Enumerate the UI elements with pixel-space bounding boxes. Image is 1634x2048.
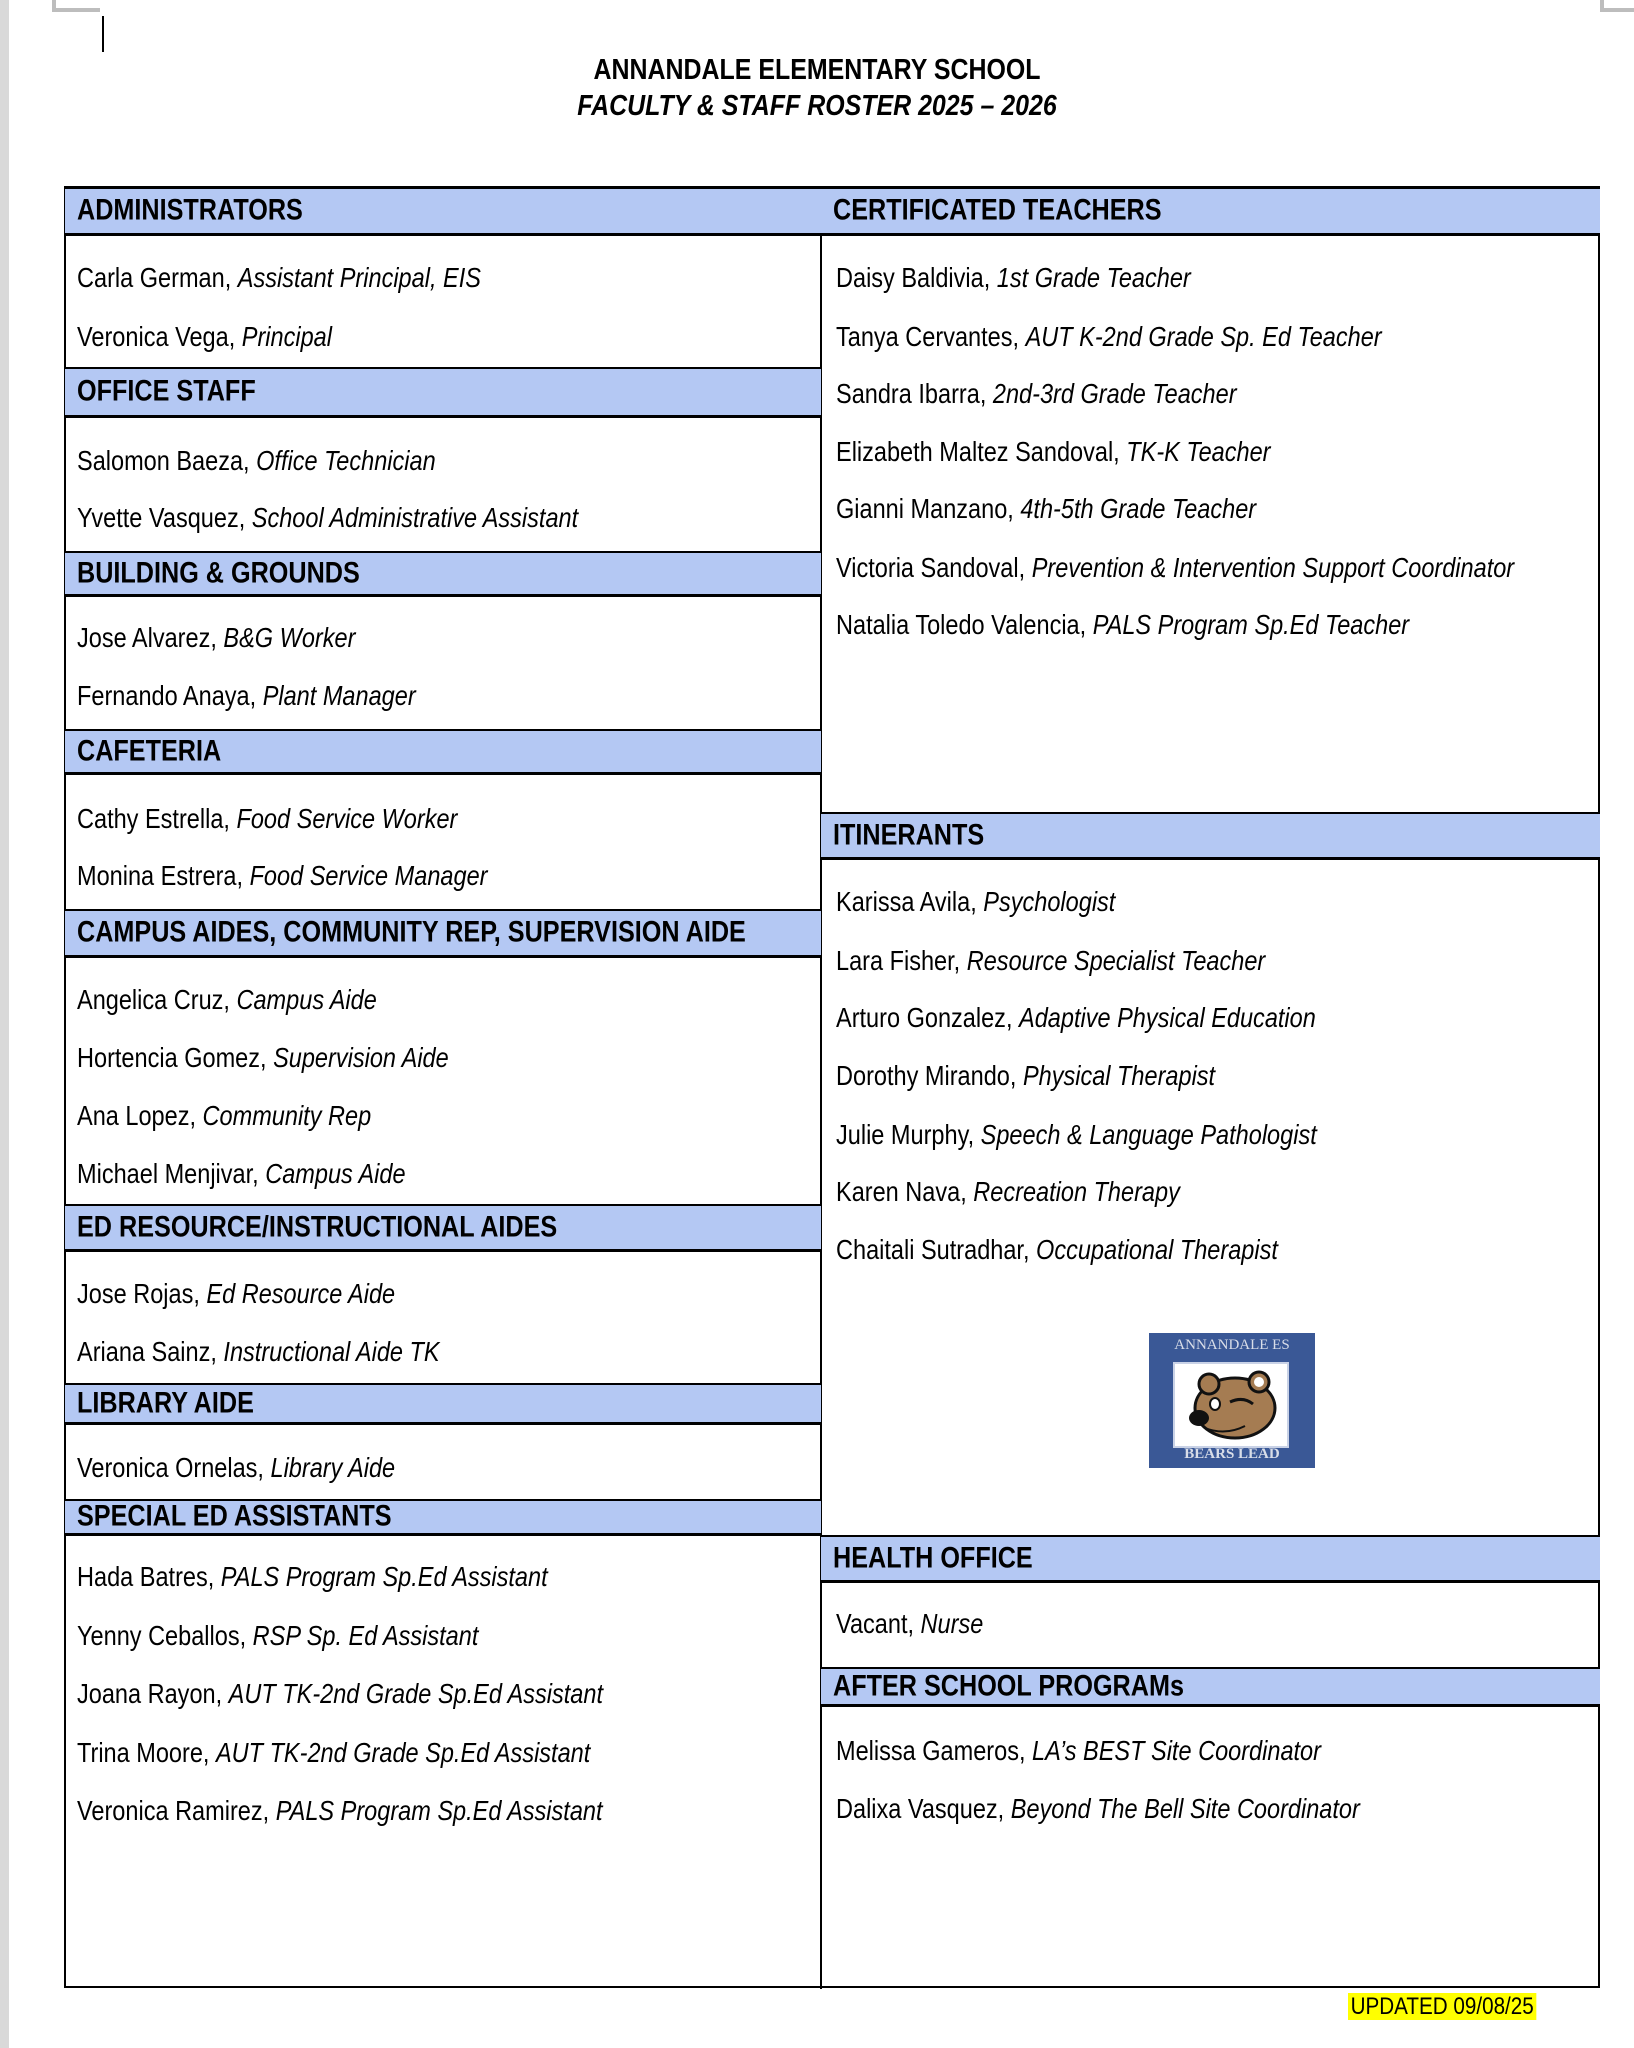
section-heading: ITINERANTS	[833, 817, 985, 851]
staff-name: Trina Moore	[77, 1737, 203, 1768]
staff-role: LA’s BEST Site Coordinator	[1032, 1735, 1321, 1766]
separator: ,	[223, 803, 237, 834]
staff-entry	[836, 609, 1409, 641]
separator: ,	[243, 445, 257, 476]
staff-role: PALS Program Sp.Ed Assistant	[220, 1561, 548, 1592]
staff-entry	[77, 1620, 478, 1652]
separator: ,	[236, 860, 250, 891]
staff-entry	[77, 1100, 371, 1132]
separator: ,	[207, 1561, 221, 1592]
section-header-after-school-programs	[821, 1667, 1600, 1707]
school-logo	[1149, 1333, 1315, 1468]
staff-entry	[836, 1793, 1360, 1825]
staff-role: Adaptive Physical Education	[1019, 1002, 1316, 1033]
margin-mark-top-left-h	[52, 8, 100, 12]
staff-role: Food Service Worker	[236, 803, 458, 834]
section-header-office-staff	[65, 367, 821, 418]
bear-icon	[1173, 1362, 1289, 1448]
staff-name: Vacant	[836, 1608, 908, 1639]
staff-role: TK-K Teacher	[1126, 436, 1271, 467]
staff-entry	[77, 860, 488, 892]
section-heading: ED RESOURCE/INSTRUCTIONAL AIDES	[77, 1209, 558, 1243]
staff-entry	[836, 1119, 1317, 1151]
staff-name: Karissa Avila	[836, 886, 971, 917]
separator: ,	[1007, 493, 1021, 524]
staff-role: Campus Aide	[236, 984, 377, 1015]
separator: ,	[215, 1678, 229, 1709]
staff-role: Assistant Principal, EIS	[237, 262, 481, 293]
staff-name: Karen Nava	[836, 1176, 961, 1207]
section-heading: LIBRARY AIDE	[77, 1385, 254, 1419]
staff-name: Arturo Gonzalez	[836, 1002, 1006, 1033]
staff-entry	[836, 321, 1382, 353]
staff-role: Supervision Aide	[273, 1042, 449, 1073]
staff-name: Ariana Sainz	[77, 1336, 211, 1367]
separator: ,	[228, 321, 242, 352]
section-header-health-office	[821, 1535, 1600, 1583]
staff-role: AUT TK-2nd Grade Sp.Ed Assistant	[215, 1737, 591, 1768]
updated-date: UPDATED 09/08/25	[1348, 1993, 1536, 2020]
staff-name: Hortencia Gomez	[77, 1042, 261, 1073]
staff-entry	[77, 262, 481, 294]
separator: ,	[238, 502, 252, 533]
staff-name: Cathy Estrella	[77, 803, 224, 834]
separator: ,	[239, 1620, 253, 1651]
staff-entry	[77, 1278, 395, 1310]
staff-name: Fernando Anaya	[77, 680, 250, 711]
staff-entry	[836, 493, 1256, 525]
section-header-administrators	[65, 187, 821, 236]
document-subtitle: FACULTY & STAFF ROSTER 2025 – 2026	[577, 90, 1057, 122]
staff-entry	[77, 984, 377, 1016]
staff-name: Monina Estrera	[77, 860, 237, 891]
staff-entry	[836, 945, 1265, 977]
staff-entry	[77, 1158, 406, 1190]
section-header-ed-resource-instructional-aides	[65, 1204, 821, 1252]
staff-role: Principal	[241, 321, 332, 352]
separator: ,	[953, 945, 967, 976]
separator: ,	[1113, 436, 1127, 467]
staff-name: Julie Murphy	[836, 1119, 968, 1150]
staff-entry	[836, 1002, 1316, 1034]
staff-entry	[77, 1737, 590, 1769]
separator: ,	[1022, 1234, 1037, 1265]
staff-name: Lara Fisher	[836, 945, 954, 976]
page-edge	[0, 0, 9, 2048]
separator: ,	[249, 680, 263, 711]
section-header-library-aide	[65, 1383, 821, 1425]
section-header-cafeteria	[65, 729, 821, 775]
section-heading: HEALTH OFFICE	[833, 1540, 1033, 1574]
staff-name: Tanya Cervantes	[836, 321, 1013, 352]
staff-role: Nurse	[920, 1608, 984, 1639]
staff-role: PALS Program Sp.Ed Teacher	[1092, 609, 1410, 640]
staff-name: Dorothy Mirando	[836, 1060, 1010, 1091]
staff-role: Campus Aide	[265, 1158, 406, 1189]
staff-role: Recreation Therapy	[973, 1176, 1180, 1207]
staff-entry	[836, 1060, 1215, 1092]
staff-role: Ed Resource Aide	[206, 1278, 396, 1309]
staff-entry	[836, 262, 1191, 294]
separator: ,	[967, 1119, 981, 1150]
staff-role: Community Rep	[202, 1100, 372, 1131]
staff-role: 1st Grade Teacher	[996, 262, 1191, 293]
staff-name: Angelica Cruz	[77, 984, 224, 1015]
separator: ,	[257, 1452, 271, 1483]
section-heading: CAMPUS AIDES, COMMUNITY REP, SUPERVISION AIDE	[77, 915, 746, 949]
staff-role: Prevention & Intervention Support Coordinator	[1031, 552, 1515, 583]
staff-entry	[77, 1336, 440, 1368]
separator: ,	[210, 622, 224, 653]
staff-entry	[77, 1678, 603, 1710]
staff-entry	[836, 436, 1271, 468]
staff-role: Food Service Manager	[249, 860, 488, 891]
section-heading: OFFICE STAFF	[77, 374, 256, 408]
separator: ,	[979, 378, 993, 409]
staff-role: Physical Therapist	[1022, 1060, 1216, 1091]
section-header-building-grounds	[65, 551, 821, 597]
staff-entry	[77, 1795, 603, 1827]
staff-name: Yenny Ceballos	[77, 1620, 240, 1651]
separator: ,	[1079, 609, 1093, 640]
separator: ,	[1005, 1002, 1020, 1033]
separator: ,	[252, 1158, 266, 1189]
document-title: ANNANDALE ELEMENTARY SCHOOL	[593, 54, 1041, 86]
staff-entry	[836, 1234, 1278, 1266]
staff-entry	[77, 1452, 395, 1484]
staff-name: Sandra Ibarra	[836, 378, 980, 409]
separator: ,	[262, 1795, 276, 1826]
separator: ,	[1018, 1735, 1033, 1766]
staff-name: Joana Rayon	[77, 1678, 216, 1709]
staff-role: Library Aide	[270, 1452, 396, 1483]
separator: ,	[1012, 321, 1026, 352]
separator: ,	[997, 1793, 1011, 1824]
staff-role: Plant Manager	[262, 680, 416, 711]
section-heading: ADMINISTRATORS	[77, 193, 303, 227]
section-header-certificated-teachers	[821, 187, 1600, 236]
staff-role: Office Technician	[256, 445, 436, 476]
margin-mark-top-right-h	[1600, 8, 1634, 12]
staff-entry	[77, 680, 416, 712]
separator: ,	[223, 984, 237, 1015]
staff-entry	[836, 1735, 1321, 1767]
staff-name: Hada Batres	[77, 1561, 208, 1592]
staff-name: Natalia Toledo Valencia	[836, 609, 1080, 640]
logo-top-text: ANNANDALE ES	[1174, 1337, 1290, 1353]
separator: ,	[202, 1737, 216, 1768]
section-heading: SPECIAL ED ASSISTANTS	[77, 1499, 392, 1533]
staff-role: PALS Program Sp.Ed Assistant	[275, 1795, 603, 1826]
section-heading: BUILDING & GROUNDS	[77, 555, 360, 589]
staff-role: Instructional Aide TK	[223, 1336, 440, 1367]
section-header-special-ed-assistants	[65, 1499, 821, 1536]
staff-role: Resource Specialist Teacher	[966, 945, 1266, 976]
staff-entry	[77, 1561, 548, 1593]
staff-entry	[77, 803, 457, 835]
staff-entry	[836, 1176, 1180, 1208]
staff-name: Jose Rojas	[77, 1278, 194, 1309]
separator: ,	[189, 1100, 203, 1131]
staff-name: Victoria Sandoval	[836, 552, 1019, 583]
staff-entry	[836, 552, 1514, 584]
section-header-campus-aides-community-rep-supervision-aide	[65, 909, 821, 958]
staff-role: 4th-5th Grade Teacher	[1020, 493, 1257, 524]
staff-name: Melissa Gameros	[836, 1735, 1019, 1766]
staff-name: Ana Lopez	[77, 1100, 190, 1131]
staff-role: Occupational Therapist	[1036, 1234, 1278, 1265]
separator: ,	[1009, 1060, 1023, 1091]
staff-entry	[77, 502, 578, 534]
section-heading: CERTIFICATED TEACHERS	[833, 193, 1162, 227]
separator: ,	[224, 262, 238, 293]
staff-name: Michael Menjivar	[77, 1158, 253, 1189]
staff-role: AUT TK-2nd Grade Sp.Ed Assistant	[228, 1678, 603, 1709]
section-heading: CAFETERIA	[77, 733, 222, 767]
staff-role: AUT K-2nd Grade Sp. Ed Teacher	[1025, 321, 1382, 352]
staff-entry	[836, 1608, 983, 1640]
logo-bottom-text: BEARS LEAD	[1184, 1446, 1280, 1462]
staff-name: Jose Alvarez	[77, 622, 211, 653]
staff-name: Veronica Ramirez	[77, 1795, 263, 1826]
staff-entry	[77, 622, 355, 654]
text-cursor	[102, 16, 104, 52]
separator: ,	[960, 1176, 974, 1207]
separator: ,	[907, 1608, 921, 1639]
staff-role: B&G Worker	[223, 622, 356, 653]
section-heading: AFTER SCHOOL PROGRAMs	[833, 1668, 1184, 1702]
staff-role: 2nd-3rd Grade Teacher	[992, 378, 1237, 409]
staff-role: Psychologist	[983, 886, 1116, 917]
staff-name: Salomon Baeza	[77, 445, 244, 476]
staff-role: School Administrative Assistant	[251, 502, 579, 533]
staff-entry	[77, 321, 332, 353]
staff-entry	[77, 445, 436, 477]
staff-name: Gianni Manzano	[836, 493, 1008, 524]
staff-name: Veronica Vega	[77, 321, 229, 352]
staff-name: Yvette Vasquez	[77, 502, 239, 533]
separator: ,	[983, 262, 997, 293]
staff-entry	[836, 378, 1237, 410]
separator: ,	[970, 886, 984, 917]
staff-name: Elizabeth Maltez Sandoval	[836, 436, 1114, 467]
staff-role: RSP Sp. Ed Assistant	[252, 1620, 479, 1651]
separator: ,	[1018, 552, 1032, 583]
separator: ,	[260, 1042, 274, 1073]
column-divider	[820, 187, 822, 1989]
staff-name: Daisy Baldivia	[836, 262, 984, 293]
separator: ,	[193, 1278, 207, 1309]
staff-name: Chaitali Sutradhar	[836, 1234, 1023, 1265]
staff-entry	[836, 886, 1115, 918]
staff-name: Dalixa Vasquez	[836, 1793, 998, 1824]
staff-role: Speech & Language Pathologist	[980, 1119, 1317, 1150]
separator: ,	[210, 1336, 224, 1367]
staff-name: Carla German	[77, 262, 225, 293]
section-header-itinerants	[821, 812, 1600, 860]
staff-role: Beyond The Bell Site Coordinator	[1010, 1793, 1360, 1824]
staff-name: Veronica Ornelas	[77, 1452, 258, 1483]
staff-entry	[77, 1042, 449, 1074]
